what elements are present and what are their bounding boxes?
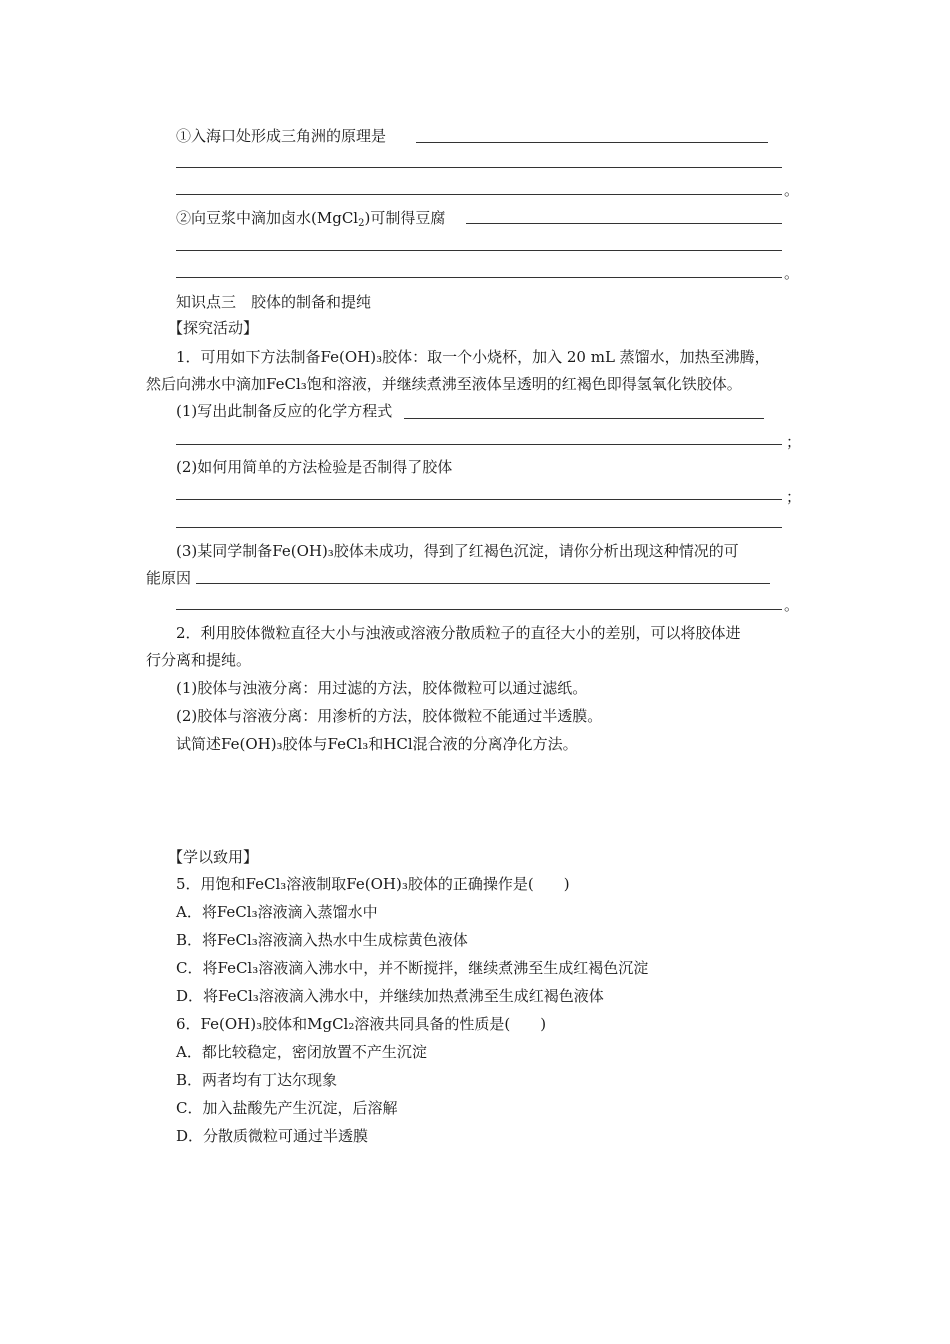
- period-mark: 。: [784, 264, 800, 282]
- q5-option-b[interactable]: B．将FeCl₃溶液滴入热水中生成棕黄色液体: [176, 931, 468, 949]
- activity-heading: 【探究活动】: [168, 319, 259, 337]
- section-title: 知识点三 胶体的制备和提纯: [176, 293, 372, 311]
- answer-blank[interactable]: [196, 583, 770, 584]
- answer-blank[interactable]: [416, 142, 768, 143]
- semicolon-mark: ；: [786, 433, 802, 451]
- q5-option-d[interactable]: D．将FeCl₃溶液滴入沸水中，并继续加热煮沸至生成红褐色液体: [176, 987, 604, 1005]
- item1-line1: 1．可用如下方法制备Fe(OH)₃胶体：取一个小烧杯，加入 20 mL 蒸馏水，加热至沸腾，: [176, 348, 770, 366]
- item1-sub1: (1)写出此制备反应的化学方程式: [176, 402, 393, 420]
- q5-stem: 5．用饱和FeCl₃溶液制取Fe(OH)₃胶体的正确操作是( ): [176, 875, 570, 893]
- question-delta-text: ①入海口处形成三角洲的原理是: [176, 127, 387, 145]
- item2-p1: (1)胶体与浊液分离：用过滤的方法，胶体微粒可以通过滤纸。: [176, 679, 588, 697]
- semicolon-mark: ；: [786, 488, 802, 506]
- answer-blank[interactable]: [176, 499, 782, 500]
- answer-blank[interactable]: [176, 277, 782, 278]
- q6-stem: 6．Fe(OH)₃胶体和MgCl₂溶液共同具备的性质是( ): [176, 1015, 547, 1033]
- subscript: 2: [358, 218, 365, 229]
- apply-heading: 【学以致用】: [168, 848, 259, 866]
- item2-p2: (2)胶体与溶液分离：用渗析的方法，胶体微粒不能通过半透膜。: [176, 707, 603, 725]
- question-tofu-suffix: )可制得豆腐: [364, 209, 446, 227]
- question-tofu-prefix: ②向豆浆中滴加卤水(MgCl: [176, 209, 359, 227]
- answer-blank[interactable]: [176, 444, 782, 445]
- q6-option-b[interactable]: B．两者均有丁达尔现象: [176, 1071, 338, 1089]
- answer-blank[interactable]: [176, 609, 782, 610]
- item1-sub3-line2: 能原因: [146, 569, 192, 587]
- q6-option-c[interactable]: C．加入盐酸先产生沉淀，后溶解: [176, 1099, 398, 1117]
- item2-line1: 2．利用胶体微粒直径大小与浊液或溶液分散质粒子的直径大小的差别，可以将胶体进: [176, 624, 741, 642]
- answer-blank[interactable]: [176, 527, 782, 528]
- q6-option-d[interactable]: D．分散质微粒可通过半透膜: [176, 1127, 369, 1145]
- item1-sub2: (2)如何用简单的方法检验是否制得了胶体: [176, 458, 453, 476]
- answer-blank[interactable]: [176, 167, 782, 168]
- answer-blank[interactable]: [176, 250, 782, 251]
- question-delta: [176, 126, 386, 146]
- q5-option-a[interactable]: A．将FeCl₃溶液滴入蒸馏水中: [176, 903, 378, 921]
- answer-blank[interactable]: [466, 223, 782, 224]
- question-tofu: [176, 208, 445, 228]
- item2-line2: 行分离和提纯。: [146, 651, 252, 669]
- period-mark: 。: [784, 181, 800, 199]
- item2-p3: 试简述Fe(OH)₃胶体与FeCl₃和HCl混合液的分离净化方法。: [176, 735, 578, 753]
- item1-line2: 然后向沸水中滴加FeCl₃饱和溶液，并继续煮沸至液体呈透明的红褐色即得氢氧化铁胶体。: [146, 375, 742, 393]
- period-mark: 。: [784, 596, 800, 614]
- item1-sub3-line1: (3)某同学制备Fe(OH)₃胶体未成功，得到了红褐色沉淀，请你分析出现这种情况的可: [176, 542, 739, 560]
- answer-blank[interactable]: [404, 418, 764, 419]
- q5-option-c[interactable]: C．将FeCl₃溶液滴入沸水中，并不断搅拌，继续煮沸至生成红褐色沉淀: [176, 959, 649, 977]
- answer-blank[interactable]: [176, 194, 782, 195]
- q6-option-a[interactable]: A．都比较稳定，密闭放置不产生沉淀: [176, 1043, 427, 1061]
